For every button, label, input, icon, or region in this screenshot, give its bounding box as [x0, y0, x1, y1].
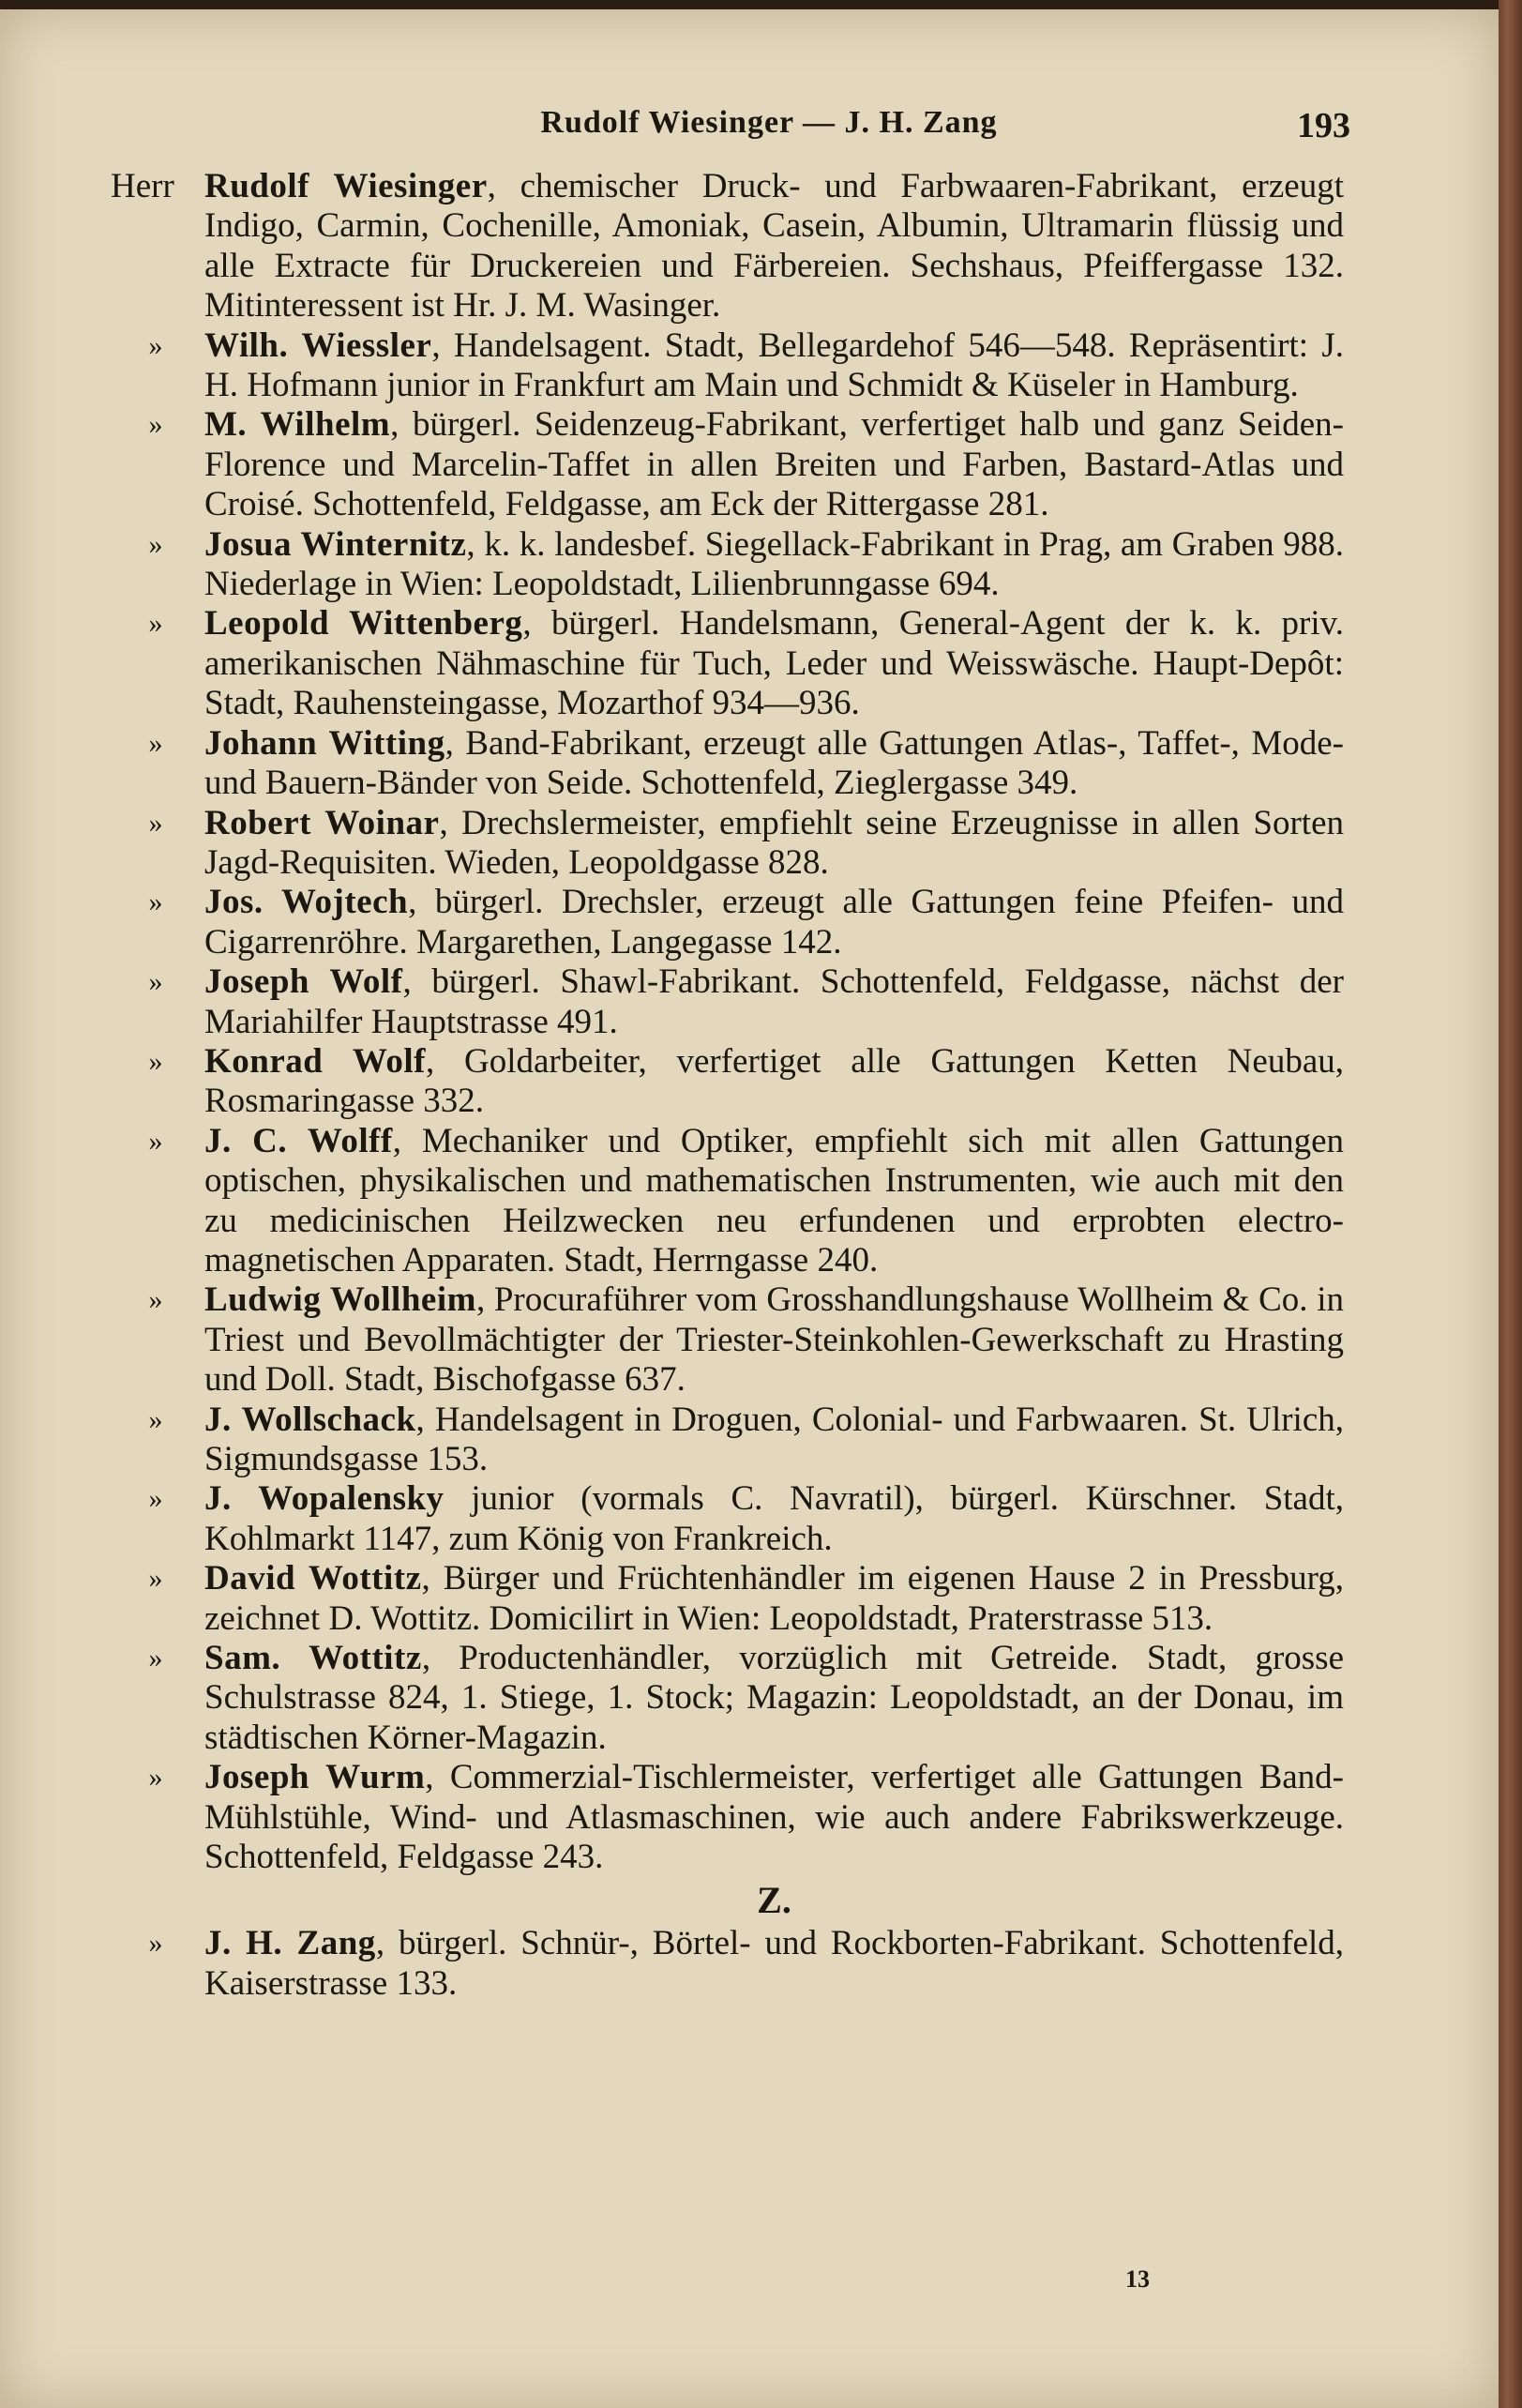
directory-entry [111, 405, 1344, 524]
directory-entry [111, 1479, 1344, 1559]
directory-entry [111, 326, 1344, 406]
page-number: 193 [1297, 106, 1350, 145]
entry-description: , Drechslermeister, empfiehlt seine Erzeugnisse in allen Sorten Jagd-Requisiten. Wieden, Leopoldgasse 828. [204, 803, 1345, 882]
entry-description: , Procuraführer vom Grosshandlungshause Wollheim & Co. in Triest und Bevollmächtigter der Triester-Steinkohlen-Gewerkschaft zu Hrasting und Doll. Stadt, Bischofgasse 637. [204, 1280, 1344, 1400]
entry-name: J. Wollschack [204, 1400, 416, 1439]
entry-description: , bürgerl. Drechsler, erzeugt alle Gattungen feine Pfeifen- und Cigarrenröhre. Margarethen, Langegasse 142. [204, 883, 1344, 962]
entry-marker: » [148, 1563, 163, 1595]
directory-entry [111, 1924, 1344, 2004]
directory-entry [111, 962, 1344, 1042]
entry-description: , Band-Fabrikant, erzeugt alle Gattungen Atlas-, Taffet-, Mode- und Bauern-Bänder von Seide. Schottenfeld, Zieglergasse 349. [204, 723, 1344, 803]
entry-marker: » [148, 886, 163, 918]
entry-description: , bürgerl. Shawl-Fabrikant. Schottenfeld, Feldgasse, nächst der Mariahilfer Hauptstrasse 491. [204, 962, 1344, 1041]
entry-marker: » [148, 329, 163, 361]
entry-description: , Bürger und Früchtenhändler im eigenen Hause 2 in Pressburg, zeichnet D. Wottitz. Domicilirt in Wien: Leopoldstadt, Praterstrasse 513. [204, 1559, 1344, 1638]
book-spine [1499, 0, 1522, 2408]
entry-description: , bürgerl. Handelsmann, General-Agent der k. k. priv. amerikanischen Nähmaschine für Tuch, Leder und Weisswäsche. Haupt-Depôt: Stadt, Rauhensteingasse, Mozarthof 934—936. [204, 604, 1344, 723]
directory-entry [111, 1401, 1344, 1480]
entry-marker: » [148, 1643, 163, 1674]
entry-name: Ludwig Wollheim [204, 1280, 476, 1320]
entry-name: J. Wopalensky [204, 1479, 445, 1519]
directory-entry [111, 724, 1344, 804]
entry-marker: » [148, 528, 163, 560]
entry-marker: » [148, 1403, 163, 1435]
entry-description: , Goldarbeiter, verfertiget alle Gattungen Ketten Neubau, Rosmaringasse 332. [204, 1041, 1344, 1121]
directory-entry [111, 1042, 1344, 1122]
entry-name: Sam. Wottitz [204, 1639, 422, 1678]
section-letter: Z. [757, 1879, 791, 1922]
entry-name: Rudolf Wiesinger [204, 167, 488, 205]
entry-name: M. Wilhelm [204, 405, 391, 445]
entry-name: Johann Witting [204, 723, 445, 763]
directory-entry [111, 804, 1344, 884]
entry-name: Josua Winternitz [204, 524, 467, 564]
entry-description: , chemischer Druck- und Farbwaaren-Fabrikant, erzeugt Indigo, Carmin, Cochenille, Amoniak, Casein, Albumin, Ultramarin flüssig und alle Extracte für Druckereien und Färbereien. Sechshaus, Pfeiffergasse 132. Mitinteressent ist Hr. J. M. Wasinger. [204, 167, 1344, 326]
entry-marker: » [148, 1125, 163, 1157]
entry-description: , Handelsagent in Droguen, Colonial- und Farbwaaren. St. Ulrich, Sigmundsgasse 153. [204, 1400, 1345, 1478]
entry-description: , Handelsagent. Stadt, Bellegardehof 546—548. Repräsentirt: J. H. Hofmann junior in Frankfurt am Main und Schmidt & Küseler in Hamburg. [204, 326, 1344, 405]
entry-name: Leopold Wittenberg [204, 604, 523, 644]
directory-entries [111, 167, 1344, 2004]
directory-entry [111, 1639, 1344, 1758]
entry-name: Joseph Wolf [204, 962, 403, 1002]
entry-marker: » [148, 1928, 163, 1960]
entry-marker: » [148, 608, 163, 640]
entry-marker: » [148, 966, 163, 998]
entry-name: J. C. Wolff [204, 1121, 393, 1160]
running-head: Rudolf Wiesinger — J. H. Zang [540, 105, 998, 140]
entry-name: David Wottitz [204, 1559, 422, 1598]
page-header [188, 105, 1350, 152]
entry-name: Robert Woinar [204, 803, 440, 842]
directory-entry [111, 1280, 1344, 1400]
directory-entry [111, 1122, 1344, 1281]
directory-entry [111, 525, 1344, 605]
directory-entry [111, 604, 1344, 723]
entry-name: Joseph Wurm [204, 1758, 426, 1797]
entry-marker: » [148, 807, 163, 839]
entry-marker: » [148, 1762, 163, 1794]
entry-description: , Mechaniker und Optiker, empfiehlt sich mit allen Gattungen optischen, physikalischen und mathematischen Instrumenten, wie auch mit den zu medicinischen Heilzwecken neu erfundenen und erprobten electro-magnetischen Apparaten. Stadt, Herrngasse 240. [204, 1121, 1344, 1280]
directory-entry [111, 883, 1344, 962]
entry-description: , Commerzial-Tischlermeister, verfertiget alle Gattungen Band-Mühlstühle, Wind- und Atlasmaschinen, wie auch andere Fabrikswerkzeuge. Schottenfeld, Feldgasse 243. [204, 1758, 1345, 1877]
entry-name: Jos. Wojtech [204, 883, 409, 922]
entry-description: , bürgerl. Schnür-, Börtel- und Rockborten-Fabrikant. Schottenfeld, Kaiserstrasse 133. [204, 1924, 1344, 2003]
directory-entry [111, 1559, 1344, 1639]
directory-entry [111, 1758, 1344, 1877]
entry-name: Wilh. Wiessler [204, 326, 432, 365]
entry-marker: » [148, 727, 163, 759]
entry-description: , Productenhändler, vorzüglich mit Getreide. Stadt, grosse Schulstrasse 824, 1. Stiege, 1. Stock; Magazin: Leopoldstadt, an der Donau, im städtischen Körner-Magazin. [204, 1639, 1344, 1757]
entry-name: Konrad Wolf [204, 1041, 426, 1081]
entry-name: J. H. Zang [204, 1924, 376, 1963]
printer-signature-mark: 13 [1125, 2265, 1150, 2293]
entry-marker: » [148, 1045, 163, 1077]
entry-description: junior (vormals C. Navratil), bürgerl. Kürschner. Stadt, Kohlmarkt 1147, zum König von Frankreich. [204, 1479, 1345, 1558]
entry-description: , k. k. landesbef. Siegellack-Fabrikant in Prag, am Graben 988. Niederlage in Wien: Leopoldstadt, Lilienbrunngasse 694. [204, 524, 1345, 604]
entry-description: , bürgerl. Seidenzeug-Fabrikant, verfertiget halb und ganz Seiden-Florence und Marcelin-Taffet in allen Breiten und Farben, Bastard-Atlas und Croisé. Schottenfeld, Feldgasse, am Eck der Rittergasse 281. [204, 405, 1344, 524]
entry-marker: Herr [111, 167, 174, 205]
entry-marker: » [148, 1483, 163, 1515]
entry-marker: » [148, 1284, 163, 1316]
entry-marker: » [148, 409, 163, 441]
directory-entry [111, 167, 1344, 326]
